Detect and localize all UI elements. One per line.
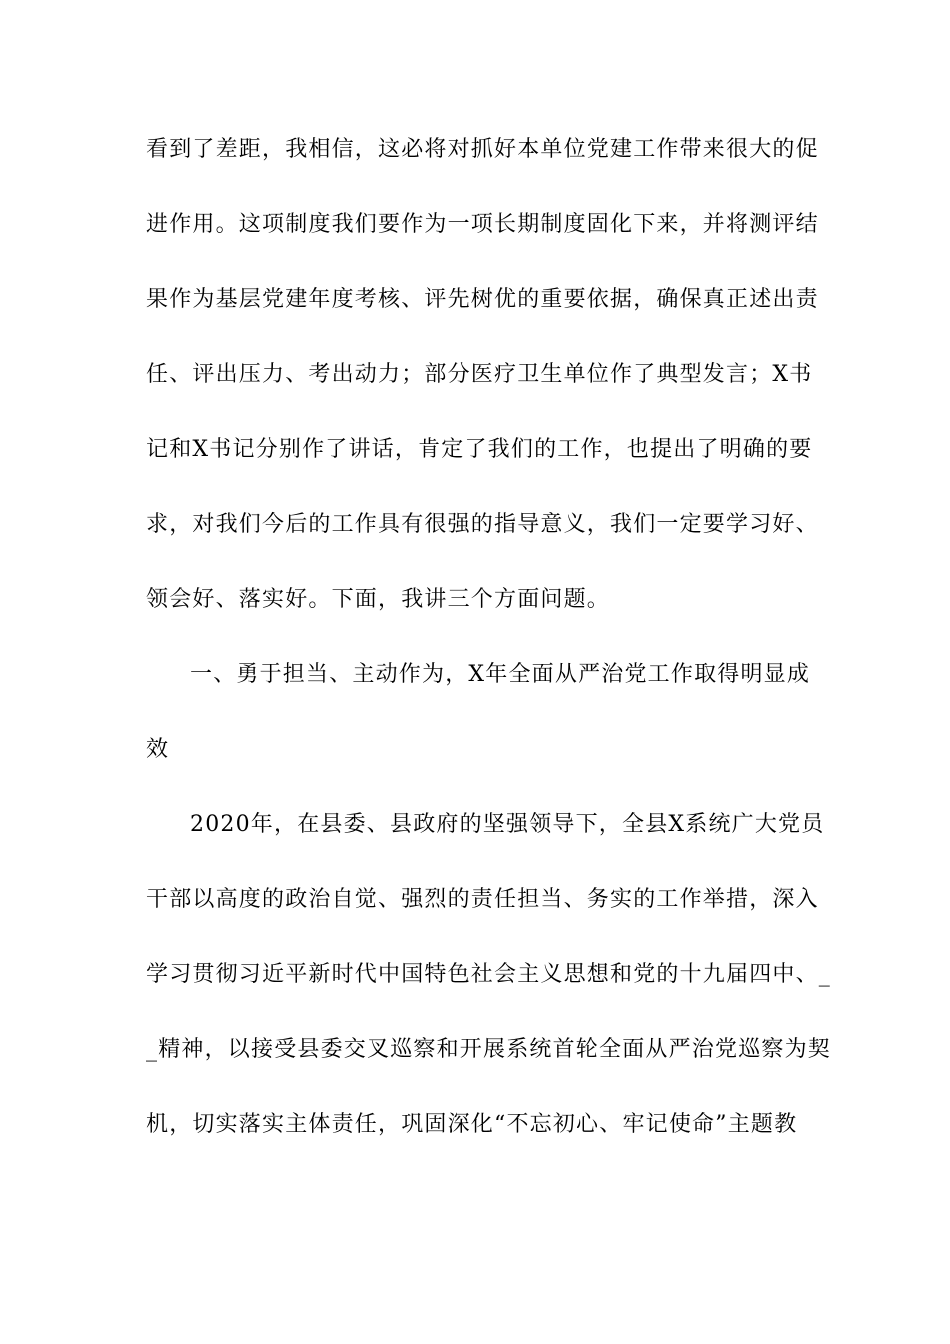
text-line: 进作用。这项制度我们要作为一项长期制度固化下来，并将测评结	[146, 212, 819, 237]
document-body	[146, 128, 832, 1178]
section-heading-line: 一、勇于担当、主动作为，X年全面从严治党工作取得明显成	[190, 662, 811, 687]
text-line: 2020年，在县委、县政府的坚强领导下，全县X系统广大党员	[190, 812, 825, 837]
text-line: 看到了差距，我相信，这必将对抓好本单位党建工作带来很大的促	[146, 137, 819, 162]
text-line: 记和X书记分别作了讲话，肯定了我们的工作，也提出了明确的要	[146, 437, 813, 462]
text-line: 学习贯彻习近平新时代中国特色社会主义思想和党的十九届四中、_	[146, 962, 832, 987]
section-heading-line: 效	[146, 737, 170, 762]
text-line: 求，对我们今后的工作具有很强的指导意义，我们一定要学习好、	[146, 512, 819, 537]
text-line: _精神，以接受县委交叉巡察和开展系统首轮全面从严治党巡察为契	[146, 1037, 832, 1062]
text-line: 领会好、落实好。下面，我讲三个方面问题。	[146, 587, 611, 612]
text-line: 干部以高度的政治自觉、强烈的责任担当、务实的工作举措，深入	[146, 887, 819, 912]
text-line: 任、评出压力、考出动力；部分医疗卫生单位作了典型发言；X书	[146, 362, 813, 387]
text-line: 果作为基层党建年度考核、评先树优的重要依据，确保真正述出责	[146, 287, 819, 312]
text-line: 机，切实落实主体责任，巩固深化“不忘初心、牢记使命”主题教	[146, 1112, 798, 1137]
